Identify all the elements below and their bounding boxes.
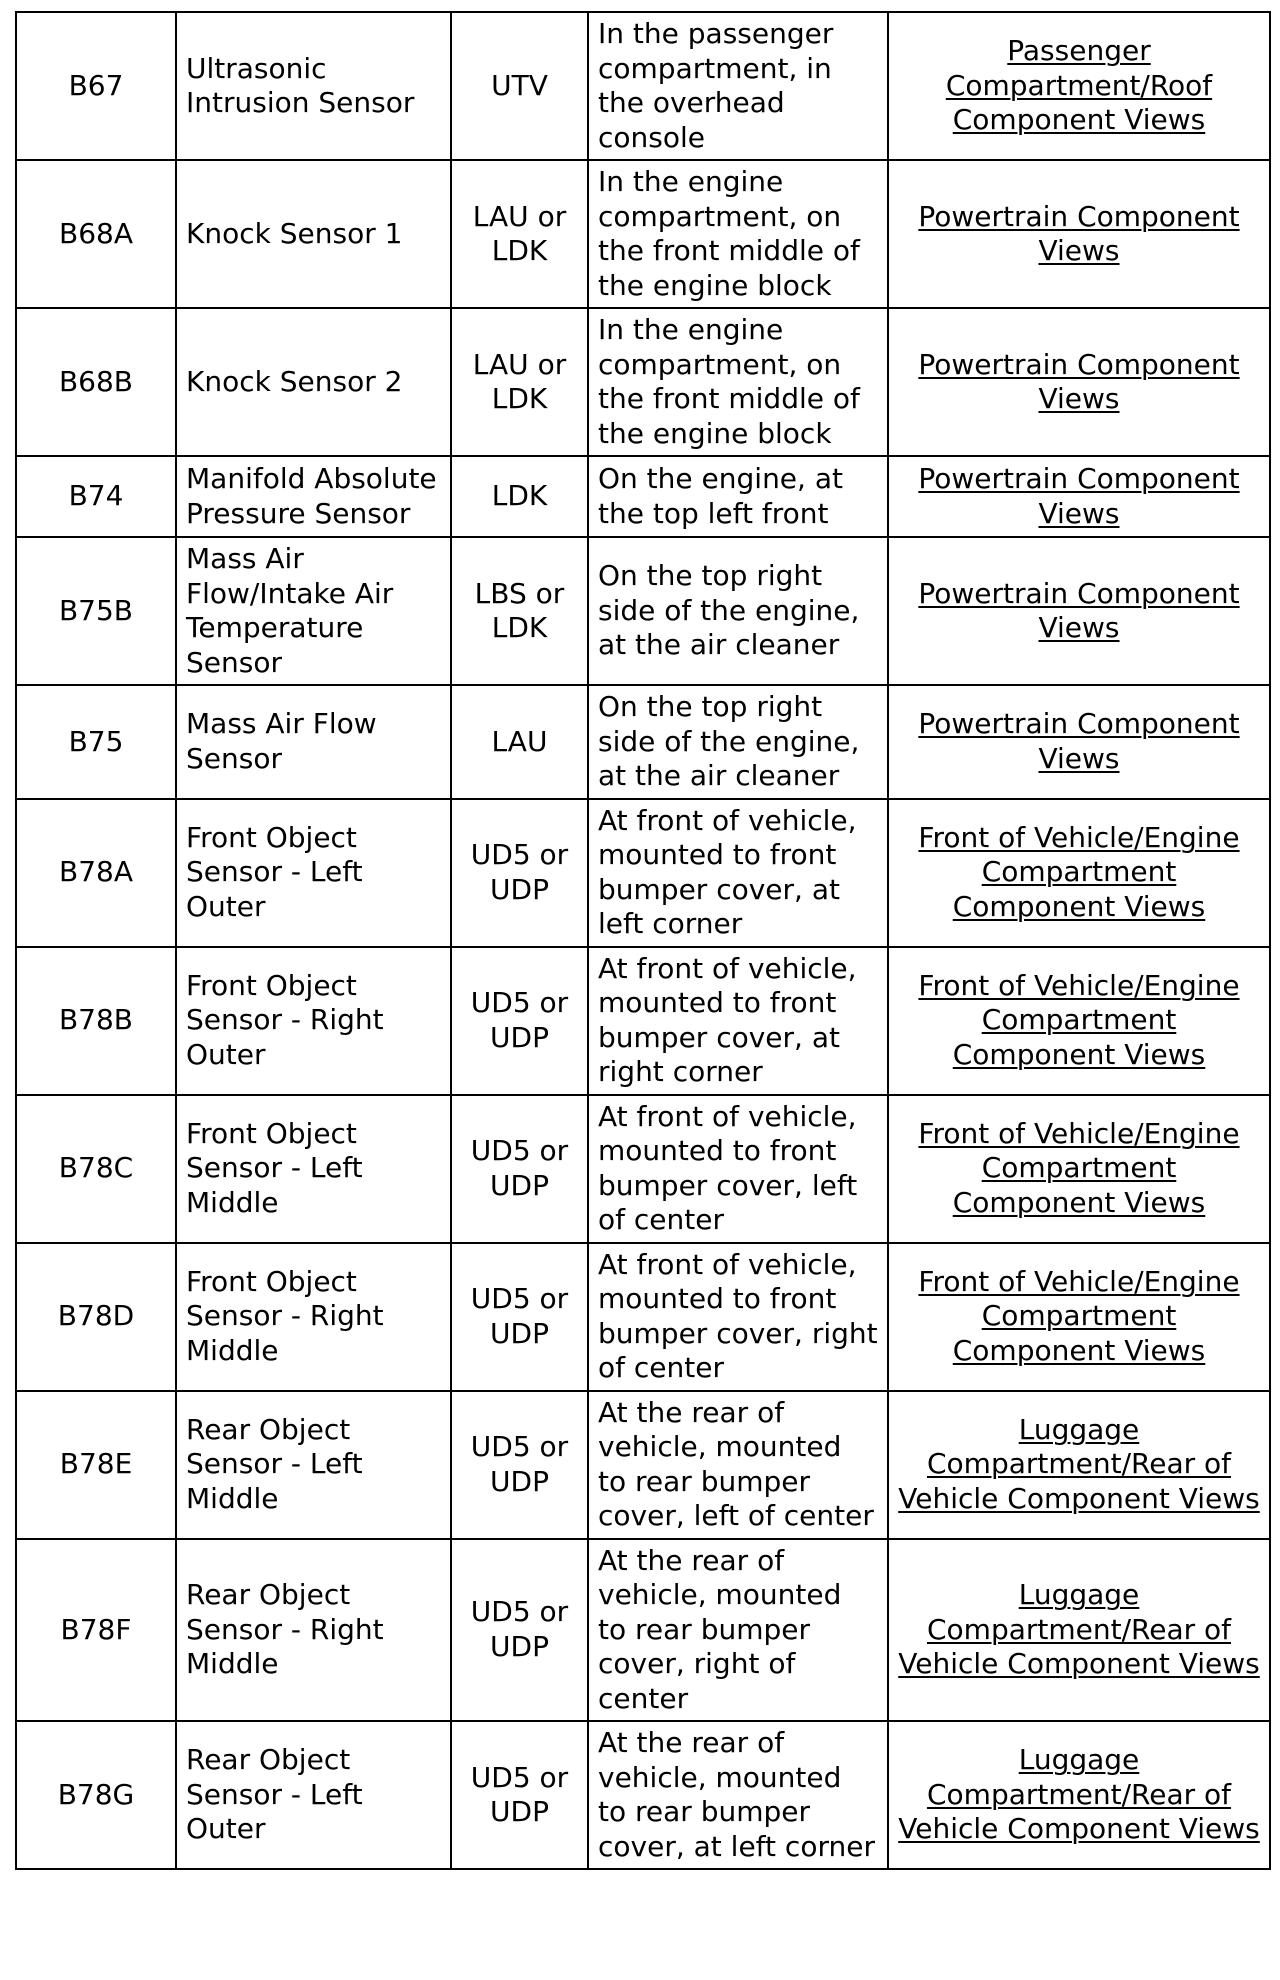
component-code-cell: B78D [16,1243,176,1391]
component-name-cell: Rear Object Sensor - Left Outer [176,1721,451,1869]
component-view-link[interactable]: Powertrain Component Views [918,347,1240,415]
component-code-cell: B78C [16,1095,176,1243]
component-name-cell: Rear Object Sensor - Right Middle [176,1539,451,1722]
component-view-link[interactable]: Passenger Compartment/Roof Component Views [945,34,1213,137]
component-view-link[interactable]: Powertrain Component Views [918,199,1240,267]
component-view-link[interactable]: Front of Vehicle/Engine Compartment Component Views [918,1116,1240,1219]
view-cell [888,160,1270,308]
location-cell: In the engine compartment, on the front middle of the engine block [588,160,888,308]
component-view-link[interactable]: Front of Vehicle/Engine Compartment Component Views [918,968,1240,1071]
view-cell [888,1243,1270,1391]
table-row [16,308,1270,456]
component-code-cell: B78B [16,947,176,1095]
location-cell: In the engine compartment, on the front middle of the engine block [588,308,888,456]
location-cell: At the rear of vehicle, mounted to rear bumper cover, left of center [588,1391,888,1539]
component-code-cell: B75 [16,685,176,799]
option-code-cell: UD5 or UDP [451,1391,588,1539]
option-code-cell: UD5 or UDP [451,947,588,1095]
option-code-cell: UTV [451,12,588,160]
option-code-cell: UD5 or UDP [451,799,588,947]
option-code-cell: LAU [451,685,588,799]
component-name-cell: Manifold Absolute Pressure Sensor [176,456,451,537]
component-name-cell: Front Object Sensor - Left Outer [176,799,451,947]
table-row [16,1243,1270,1391]
location-cell: At front of vehicle, mounted to front bumper cover, at left corner [588,799,888,947]
option-code-cell: UD5 or UDP [451,1243,588,1391]
component-view-link[interactable]: Powertrain Component Views [918,576,1240,644]
component-view-link[interactable]: Front of Vehicle/Engine Compartment Component Views [918,1264,1240,1367]
component-view-link[interactable]: Powertrain Component Views [918,707,1240,775]
location-cell: At front of vehicle, mounted to front bumper cover, right of center [588,1243,888,1391]
component-name-cell: Knock Sensor 2 [176,308,451,456]
component-view-link[interactable]: Luggage Compartment/Rear of Vehicle Component Views [898,1412,1260,1515]
option-code-cell: LBS or LDK [451,537,588,685]
option-code-cell: UD5 or UDP [451,1539,588,1722]
location-cell: At the rear of vehicle, mounted to rear bumper cover, at left corner [588,1721,888,1869]
component-code-cell: B78A [16,799,176,947]
table-row [16,799,1270,947]
location-cell: At the rear of vehicle, mounted to rear bumper cover, right of center [588,1539,888,1722]
location-cell: On the top right side of the engine, at the air cleaner [588,685,888,799]
option-code-cell: UD5 or UDP [451,1095,588,1243]
component-name-cell: Knock Sensor 1 [176,160,451,308]
view-cell [888,685,1270,799]
component-code-cell: B68A [16,160,176,308]
view-cell [888,12,1270,160]
table-row [16,456,1270,537]
component-code-cell: B78F [16,1539,176,1722]
component-name-cell: Mass Air Flow Sensor [176,685,451,799]
table-row [16,1721,1270,1869]
component-name-cell: Rear Object Sensor - Left Middle [176,1391,451,1539]
location-cell: On the top right side of the engine, at the air cleaner [588,537,888,685]
component-code-cell: B78G [16,1721,176,1869]
view-cell [888,456,1270,537]
component-name-cell: Ultrasonic Intrusion Sensor [176,12,451,160]
table-row [16,947,1270,1095]
option-code-cell: LAU or LDK [451,308,588,456]
view-cell [888,1391,1270,1539]
location-cell: In the passenger compartment, in the overhead console [588,12,888,160]
component-name-cell: Front Object Sensor - Right Outer [176,947,451,1095]
component-code-cell: B68B [16,308,176,456]
table-row [16,685,1270,799]
component-name-cell: Front Object Sensor - Right Middle [176,1243,451,1391]
component-name-cell: Front Object Sensor - Left Middle [176,1095,451,1243]
view-cell [888,1721,1270,1869]
view-cell [888,1539,1270,1722]
component-view-link[interactable]: Front of Vehicle/Engine Compartment Component Views [918,820,1240,923]
location-cell: On the engine, at the top left front [588,456,888,537]
location-cell: At front of vehicle, mounted to front bumper cover, at right corner [588,947,888,1095]
component-code-cell: B67 [16,12,176,160]
option-code-cell: UD5 or UDP [451,1721,588,1869]
option-code-cell: LAU or LDK [451,160,588,308]
table-row [16,160,1270,308]
table-row [16,1391,1270,1539]
component-code-cell: B78E [16,1391,176,1539]
component-code-cell: B75B [16,537,176,685]
view-cell [888,947,1270,1095]
location-cell: At front of vehicle, mounted to front bumper cover, left of center [588,1095,888,1243]
component-locator-table [15,11,1271,1870]
table-row [16,12,1270,160]
option-code-cell: LDK [451,456,588,537]
table-row [16,537,1270,685]
component-view-link[interactable]: Luggage Compartment/Rear of Vehicle Component Views [898,1743,1260,1846]
component-name-cell: Mass Air Flow/Intake Air Temperature Sensor [176,537,451,685]
component-view-link[interactable]: Powertrain Component Views [918,462,1240,530]
view-cell [888,799,1270,947]
component-view-link[interactable]: Luggage Compartment/Rear of Vehicle Component Views [898,1578,1260,1680]
view-cell [888,537,1270,685]
table-row [16,1539,1270,1722]
table-row [16,1095,1270,1243]
view-cell [888,1095,1270,1243]
component-code-cell: B74 [16,456,176,537]
view-cell [888,308,1270,456]
